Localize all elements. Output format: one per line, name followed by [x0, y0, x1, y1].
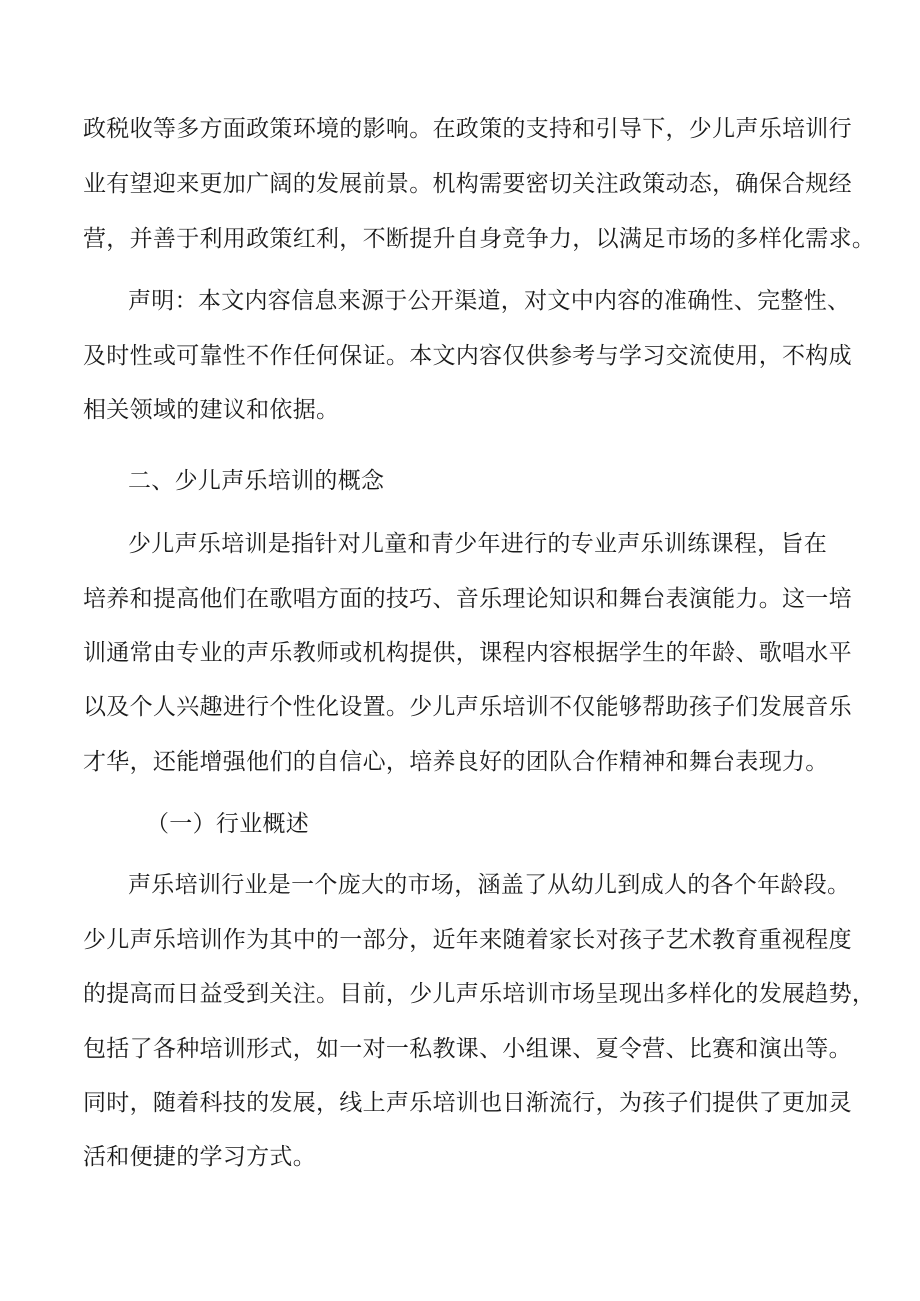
text-line: 少儿声乐培训作为其中的一部分，近年来随着家长对孩子艺术教育重视程度: [83, 927, 852, 953]
text-line: 及时性或可靠性不作任何保证。本文内容仅供参考与学习交流使用，不构成: [83, 343, 852, 369]
text-line: 政税收等多方面政策环境的影响。在政策的支持和引导下，少儿声乐培训行: [83, 116, 852, 142]
text-line: 训通常由专业的声乐教师或机构提供，课程内容根据学生的年龄、歌唱水平: [83, 640, 852, 666]
text-line: 业有望迎来更加广阔的发展前景。机构需要密切关注政策动态，确保合规经: [83, 171, 852, 197]
text-line: 声明：本文内容信息来源于公开渠道，对文中内容的准确性、完整性、: [128, 288, 851, 314]
text-line: 同时，随着科技的发展，线上声乐培训也日渐流行，为孩子们提供了更加灵: [83, 1090, 852, 1116]
text-line: 活和便捷的学习方式。: [83, 1144, 316, 1170]
text-line: 少儿声乐培训是指针对儿童和青少年进行的专业声乐训练课程，旨在: [128, 531, 827, 557]
text-line: 营，并善于利用政策红利，不断提升自身竞争力，以满足市场的多样化需求。: [83, 226, 876, 252]
text-line: 以及个人兴趣进行个性化设置。少儿声乐培训不仅能够帮助孩子们发展音乐: [83, 694, 852, 720]
text-line: 相关领域的建议和依据。: [83, 397, 340, 423]
text-line: 声乐培训行业是一个庞大的市场，涵盖了从幼儿到成人的各个年龄段。: [128, 872, 851, 898]
text-line: 才华，还能增强他们的自信心，培养良好的团队合作精神和舞台表现力。: [83, 749, 829, 775]
text-line: 培养和提高他们在歌唱方面的技巧、音乐理论知识和舞台表演能力。这一培: [83, 586, 852, 612]
text-line: 的提高而日益受到关注。目前，少儿声乐培训市场呈现出多样化的发展趋势，: [83, 981, 876, 1007]
text-line: 包括了各种培训形式，如一对一私教课、小组课、夏令营、比赛和演出等。: [83, 1036, 852, 1062]
section-heading: 二、少儿声乐培训的概念: [128, 468, 385, 494]
subsection-heading: （一）行业概述: [146, 811, 310, 837]
